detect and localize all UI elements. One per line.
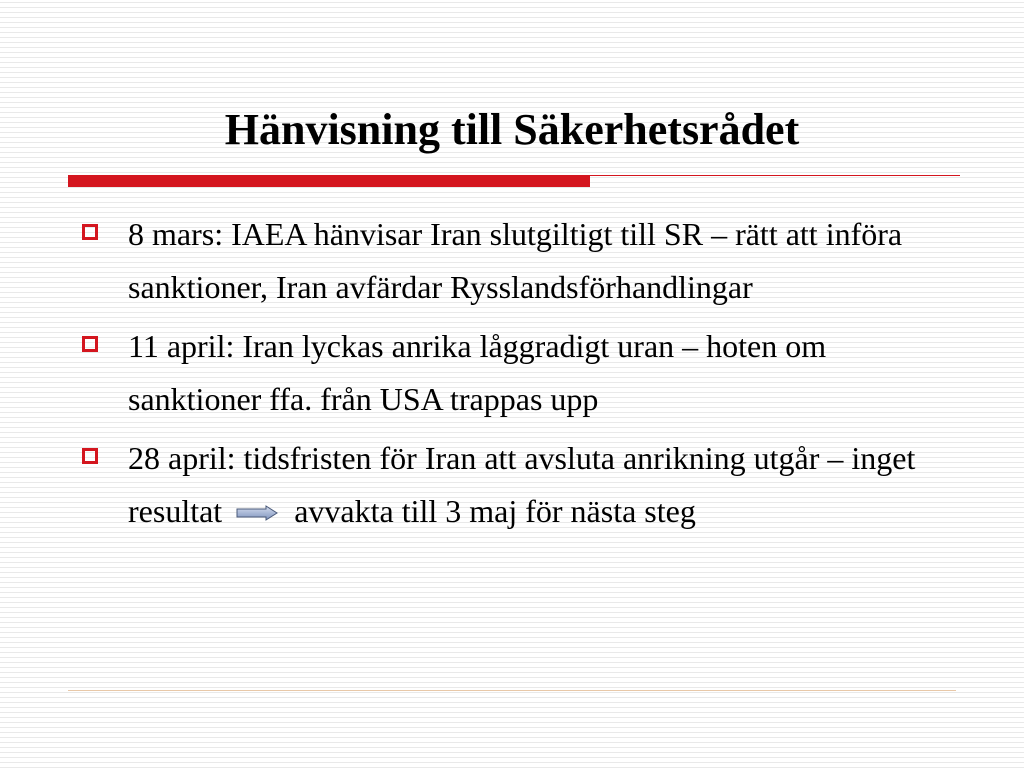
- bullet-text-before-arrow: 28 april: tidsfristen för Iran att avsluta anrikning utgår – inget resultat: [128, 440, 916, 529]
- footer-divider: [68, 690, 956, 691]
- title-underline-thin: [590, 175, 960, 176]
- right-arrow-icon: [236, 505, 278, 521]
- square-bullet-icon: [82, 336, 98, 352]
- bullet-text-after-arrow: avvakta till 3 maj för nästa steg: [294, 493, 696, 529]
- slide-title: Hänvisning till Säkerhetsrådet: [224, 105, 800, 154]
- bullet-text: 11 april: Iran lyckas anrika låggradigt uran – hoten om sanktioner ffa. från USA trappas upp: [128, 328, 827, 417]
- bullet-item: [76, 432, 956, 538]
- square-bullet-icon: [82, 448, 98, 464]
- bullet-item: [76, 320, 956, 426]
- square-bullet-icon: [82, 224, 98, 240]
- bullet-list: [76, 208, 956, 544]
- bullet-text: 8 mars: IAEA hänvisar Iran slutgiltigt till SR – rätt att införa sanktioner, Iran avfärdar Rysslandsförhandlingar: [128, 216, 903, 305]
- bullet-item: [76, 208, 956, 314]
- title-underline-thick: [68, 175, 590, 187]
